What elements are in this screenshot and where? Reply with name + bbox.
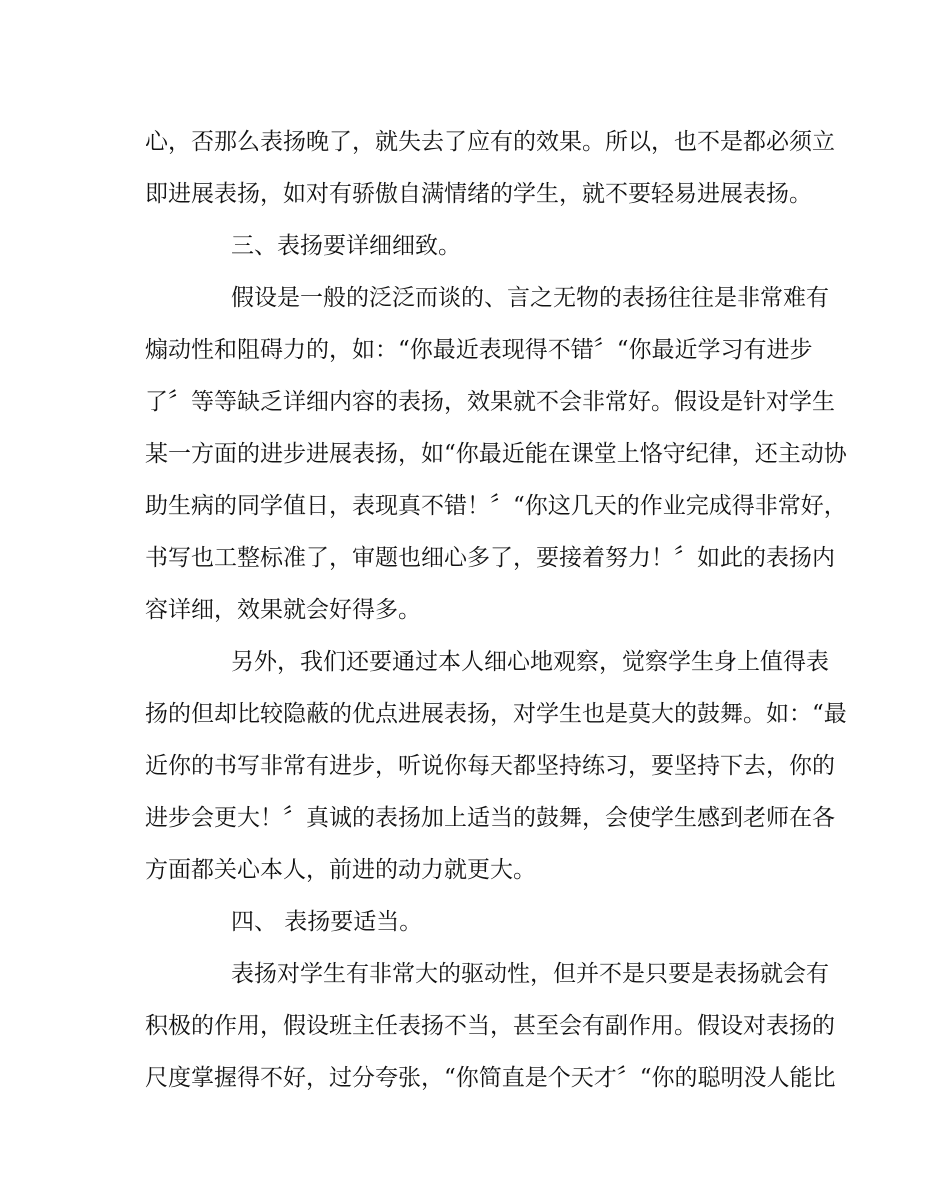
paragraph-start: 假设是一般的泛泛而谈的、言之无物的表扬往往是非常难有 — [231, 285, 829, 311]
text-line: 心，否那么表扬晚了，就失去了应有的效果。所以，也不是都必须立 — [145, 129, 835, 155]
text-line: 书写也工整标准了，审题也细心多了，要接着努力！〞如此的表扬内 — [145, 545, 835, 571]
text-line: 进步会更大！〞真诚的表扬加上适当的鼓舞，会使学生感到老师在各 — [145, 805, 835, 831]
text-line: 扬的但却比较隐蔽的优点进展表扬，对学生也是莫大的鼓舞。如：“最 — [145, 701, 847, 727]
text-line: 近你的书写非常有进步，听说你每天都坚持练习，要坚持下去，你的 — [145, 753, 835, 779]
text-line: 积极的作用，假设班主任表扬不当，甚至会有副作用。假设对表扬的 — [145, 1013, 835, 1039]
text-line: 方面都关心本人，前进的动力就更大。 — [145, 857, 536, 883]
text-line: 某一方面的进步进展表扬，如“你最近能在课堂上恪守纪律，还主动协 — [145, 441, 847, 467]
section-heading: 四、 表扬要适当。 — [231, 909, 423, 935]
text-line: 尺度掌握得不好，过分夸张，“你简直是个天才〞“你的聪明没人能比 — [145, 1065, 836, 1091]
paragraph-start: 表扬对学生有非常大的驱动性，但并不是只要是表扬就会有 — [231, 961, 829, 987]
text-line: 煽动性和阻碍力的，如：“你最近表现得不错〞“你最近学习有进步 — [145, 337, 813, 363]
text-line: 助生病的同学值日，表现真不错！〞“你这几天的作业完成得非常好， — [145, 493, 847, 519]
text-line: 即进展表扬，如对有骄傲自满情绪的学生，就不要轻易进展表扬。 — [145, 181, 812, 207]
paragraph-start: 另外，我们还要通过本人细心地观察，觉察学生身上值得表 — [231, 649, 829, 675]
text-line: 了〞等等缺乏详细内容的表扬，效果就不会非常好。假设是针对学生 — [145, 389, 835, 415]
text-line: 容详细，效果就会好得多。 — [145, 597, 421, 623]
section-heading: 三、表扬要详细细致。 — [231, 233, 461, 259]
